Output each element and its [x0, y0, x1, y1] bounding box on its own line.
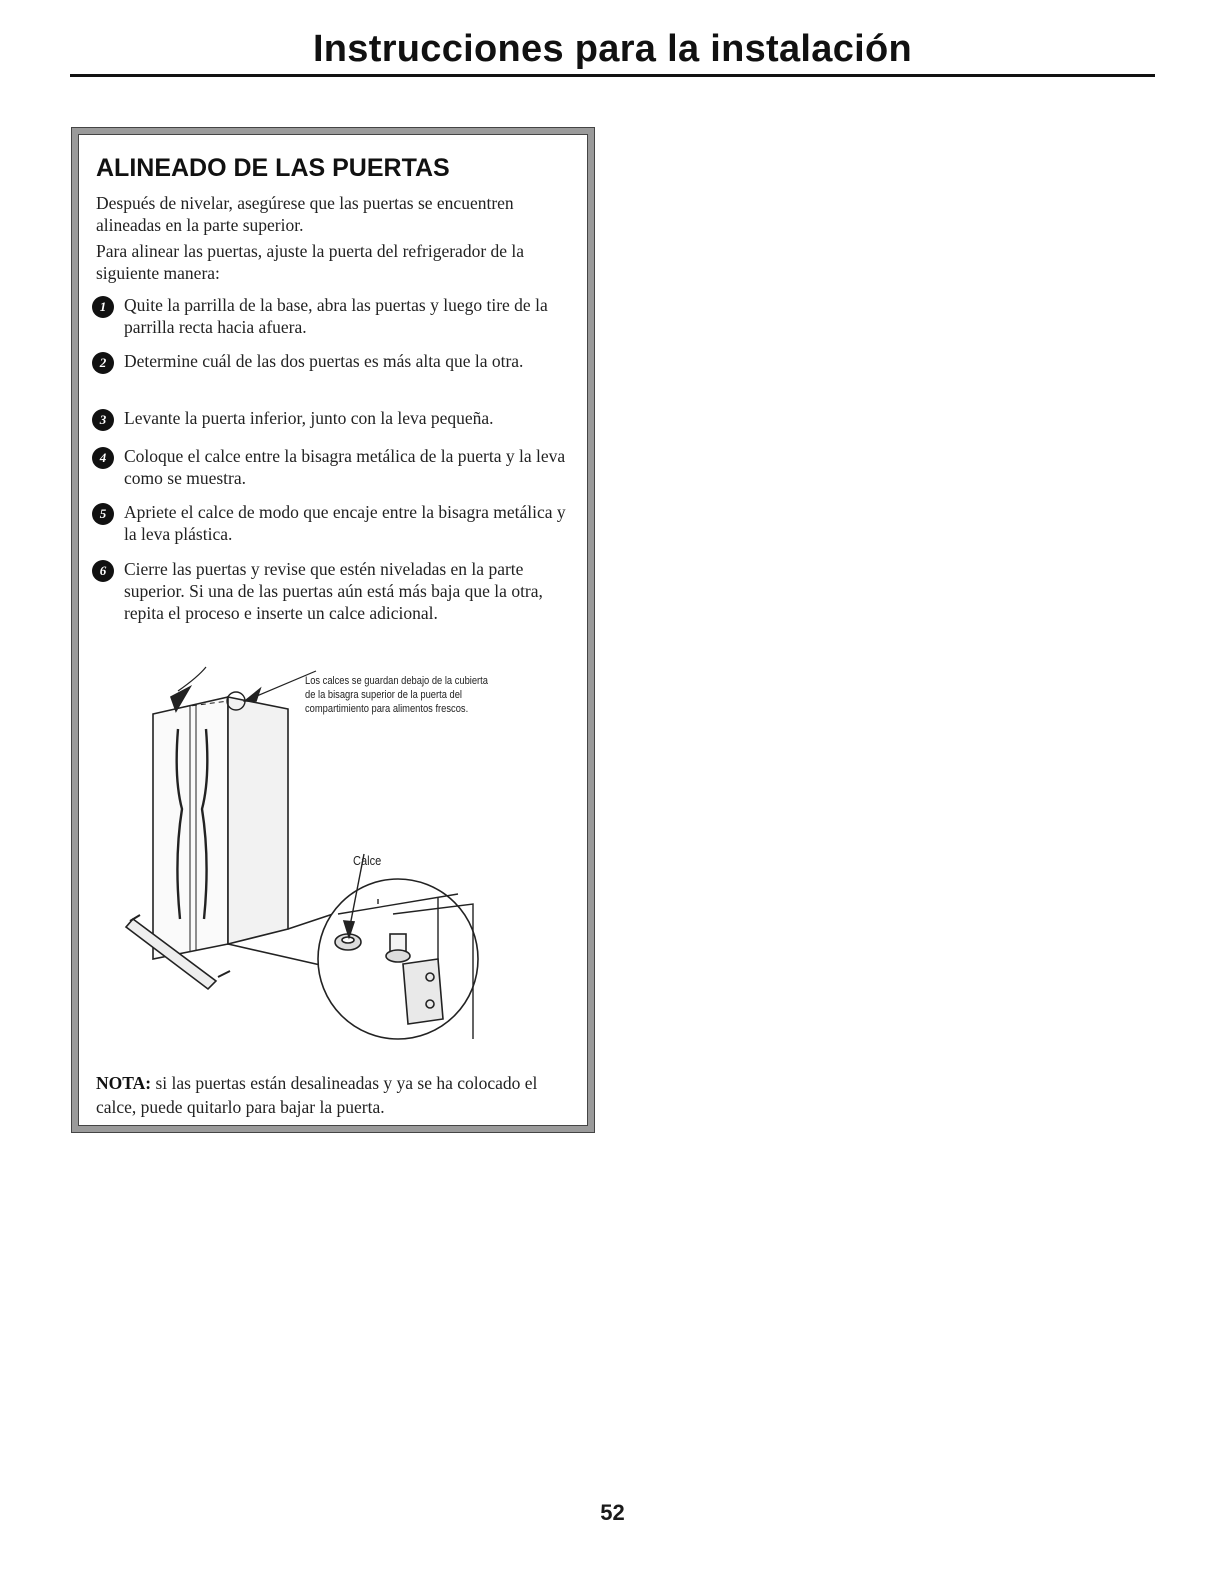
step-number-badge: 3 — [92, 409, 114, 431]
step-number-badge: 4 — [92, 447, 114, 469]
intro-paragraph-2: Para alinear las puertas, ajuste la puerta del refrigerador de la siguiente manera: — [96, 241, 525, 283]
step-number-badge: 1 — [92, 296, 114, 318]
step-text: Coloque el calce entre la bisagra metálica de la puerta y la leva como se muestra. — [124, 446, 566, 488]
note-text: si las puertas están desalineadas y ya se ha colocado el calce, puede quitarlo para bajar la puerta. — [96, 1073, 538, 1117]
step-number-badge: 5 — [92, 503, 114, 525]
note-label: NOTA: — [96, 1073, 152, 1093]
page-title: Instrucciones para la instalación — [312, 28, 913, 70]
title-divider — [70, 74, 1155, 77]
shim-storage-callout: Los calces se guardan debajo de la cubierta de la bisagra superior de la puerta del compartimiento para alimentos frescos. — [305, 675, 488, 715]
step-text: Levante la puerta inferior, junto con la leva pequeña. — [124, 408, 494, 428]
step-text: Quite la parrilla de la base, abra las puertas y luego tire de la parrilla recta hacia afuera. — [124, 295, 548, 337]
step-number-badge: 6 — [92, 560, 114, 582]
shim-label: Calce — [353, 853, 382, 868]
step-number-badge: 2 — [92, 352, 114, 374]
note — [96, 1071, 576, 1119]
door-alignment-panel — [72, 128, 594, 1132]
step-text: Determine cuál de las dos puertas es más alta que la otra. — [124, 351, 524, 371]
step-text: Cierre las puertas y revise que estén niveladas en la parte superior. Si una de las puertas aún está más baja que la otra, repita el proceso e inserte un calce adicional. — [124, 559, 543, 623]
page-number: 52 — [600, 1500, 625, 1525]
intro-paragraph-1: Después de nivelar, asegúrese que las puertas se encuentren alineadas en la parte superior. — [96, 193, 514, 235]
step-text: Apriete el calce de modo que encaje entre la bisagra metálica y la leva plástica. — [124, 502, 566, 544]
section-title: ALINEADO DE LAS PUERTAS — [96, 154, 450, 182]
refrigerator-diagram — [78, 659, 588, 1069]
